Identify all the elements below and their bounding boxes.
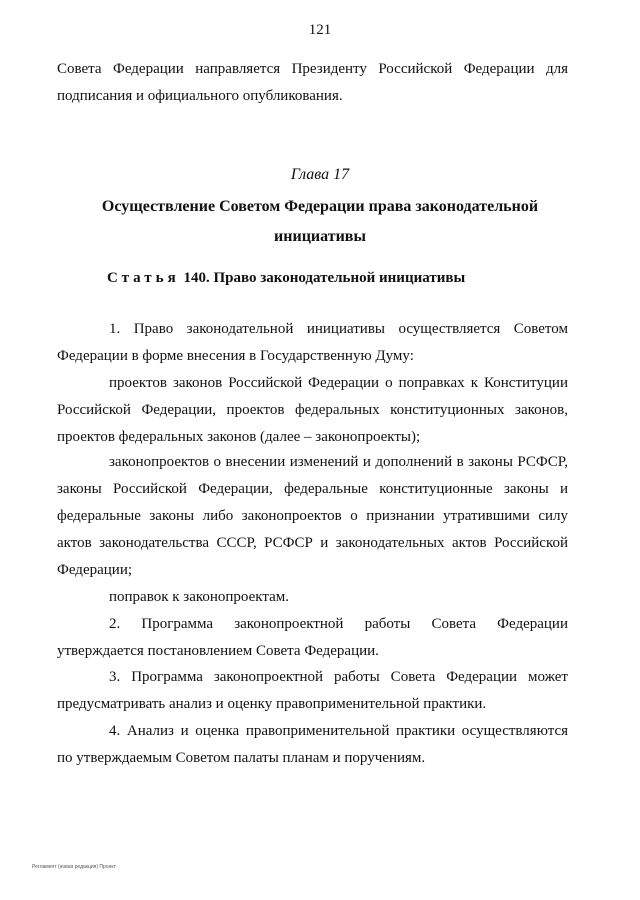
article-heading: 140. Право законодательной инициативы [183, 270, 466, 286]
article-title [107, 270, 577, 287]
list-item-amendments: поправок к законопроектам. [109, 589, 289, 605]
paragraph-1: 1. Право законодательной инициативы осуществляется Советом Федерации в форме внесения в Государственную Думу: [57, 321, 568, 364]
page-number: 121 [308, 22, 332, 38]
intro-paragraph: Совета Федерации направляется Президенту Российской Федерации для подписания и официального опубликования. [57, 61, 568, 104]
list-item-draft-laws: проектов законов Российской Федерации о поправках к Конституции Российской Федерации, проектов федеральных конституционных законов, проектов федеральных законов (далее – законопроекты); [57, 375, 568, 445]
paragraph-2: 2. Программа законопроектной работы Совета Федерации утверждается постановлением Совета Федерации. [57, 616, 568, 659]
list-item-amendment-drafts: законопроектов о внесении изменений и дополнений в законы РСФСР, законы Российской Федерации, федеральные конституционные законы и федеральные законы либо законопроектов о признании утратившими силу актов законодательства СССР, РСФСР и законодательных актов Российской Федерации; [57, 454, 568, 578]
chapter-title: Осуществление Советом Федерации права законодательной инициативы [101, 198, 539, 245]
paragraph-4: 4. Анализ и оценка правоприменительной практики осуществляются по утверждаемым Советом палаты планам и поручениям. [57, 723, 568, 766]
chapter-label: Глава 17 [290, 166, 350, 183]
article-word: Статья [107, 270, 180, 286]
paragraph-3: 3. Программа законопроектной работы Совета Федерации может предусматривать анализ и оценку правоприменительной практики. [57, 669, 568, 712]
footer-note: Регламент (новая редакция) Проект [32, 864, 116, 870]
